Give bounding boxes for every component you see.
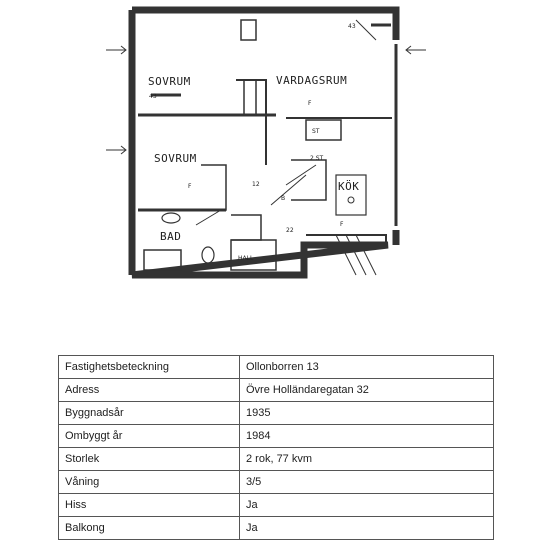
row-value: Ollonborren 13 (240, 356, 494, 379)
marker-n2: 22 (286, 227, 294, 234)
closet-top (241, 20, 256, 40)
arrow-west-2 (106, 146, 126, 154)
room-label-hall: HALL (238, 255, 254, 262)
room-label-bedroom-2: SOVRUM (154, 152, 197, 165)
marker-st-2: 2 ST (310, 155, 324, 162)
hall-closet (201, 165, 226, 210)
row-key: Byggnadsår (59, 402, 240, 425)
wall-closet (236, 80, 266, 165)
table-row (59, 379, 494, 402)
row-value: 1935 (240, 402, 494, 425)
property-table (58, 355, 494, 540)
row-value: Ja (240, 494, 494, 517)
table-row (59, 425, 494, 448)
toilet (202, 247, 214, 263)
row-key: Fastighetsbeteckning (59, 356, 240, 379)
row-key: Hiss (59, 494, 240, 517)
marker-radiator-b: 43 (348, 23, 356, 30)
room-label-bedroom-1: SOVRUM (148, 75, 191, 88)
table-row (59, 448, 494, 471)
row-value: 1984 (240, 425, 494, 448)
marker-closet-f1: F (308, 100, 312, 107)
row-key: Balkong (59, 517, 240, 540)
closet-mid (244, 80, 256, 115)
burner (348, 197, 354, 203)
marker-door-b: B (281, 195, 286, 202)
hall-box (231, 215, 261, 240)
door-swings (196, 165, 316, 225)
table-row (59, 471, 494, 494)
sink (162, 213, 180, 223)
marker-n1: 12 (252, 181, 260, 188)
row-value: Ja (240, 517, 494, 540)
marker-st-1: ST (312, 128, 320, 135)
arrow-east (406, 46, 426, 54)
row-value: 3/5 (240, 471, 494, 494)
property-table-body (59, 356, 494, 540)
row-key: Ombyggt år (59, 425, 240, 448)
row-key: Adress (59, 379, 240, 402)
room-label-bathroom: BAD (160, 230, 182, 243)
radiator-line (356, 20, 376, 40)
row-value: Övre Holländaregatan 32 (240, 379, 494, 402)
room-label-kitchen: KÖK (338, 180, 360, 193)
kitchen-counter (291, 160, 326, 200)
table-row (59, 494, 494, 517)
table-row (59, 356, 494, 379)
row-key: Storlek (59, 448, 240, 471)
marker-closet-f2: F (188, 183, 192, 190)
row-value: 2 rok, 77 kvm (240, 448, 494, 471)
stair-hatching (336, 235, 376, 275)
table-row (59, 517, 494, 540)
floor-plan (96, 0, 436, 290)
arrow-west-1 (106, 46, 126, 54)
table-row (59, 402, 494, 425)
floor-plan-drawing (96, 0, 436, 290)
marker-radiator-a: 43 (149, 93, 157, 100)
marker-closet-f3: F (340, 221, 344, 228)
room-label-living-room: VARDAGSRUM (276, 74, 348, 87)
row-key: Våning (59, 471, 240, 494)
